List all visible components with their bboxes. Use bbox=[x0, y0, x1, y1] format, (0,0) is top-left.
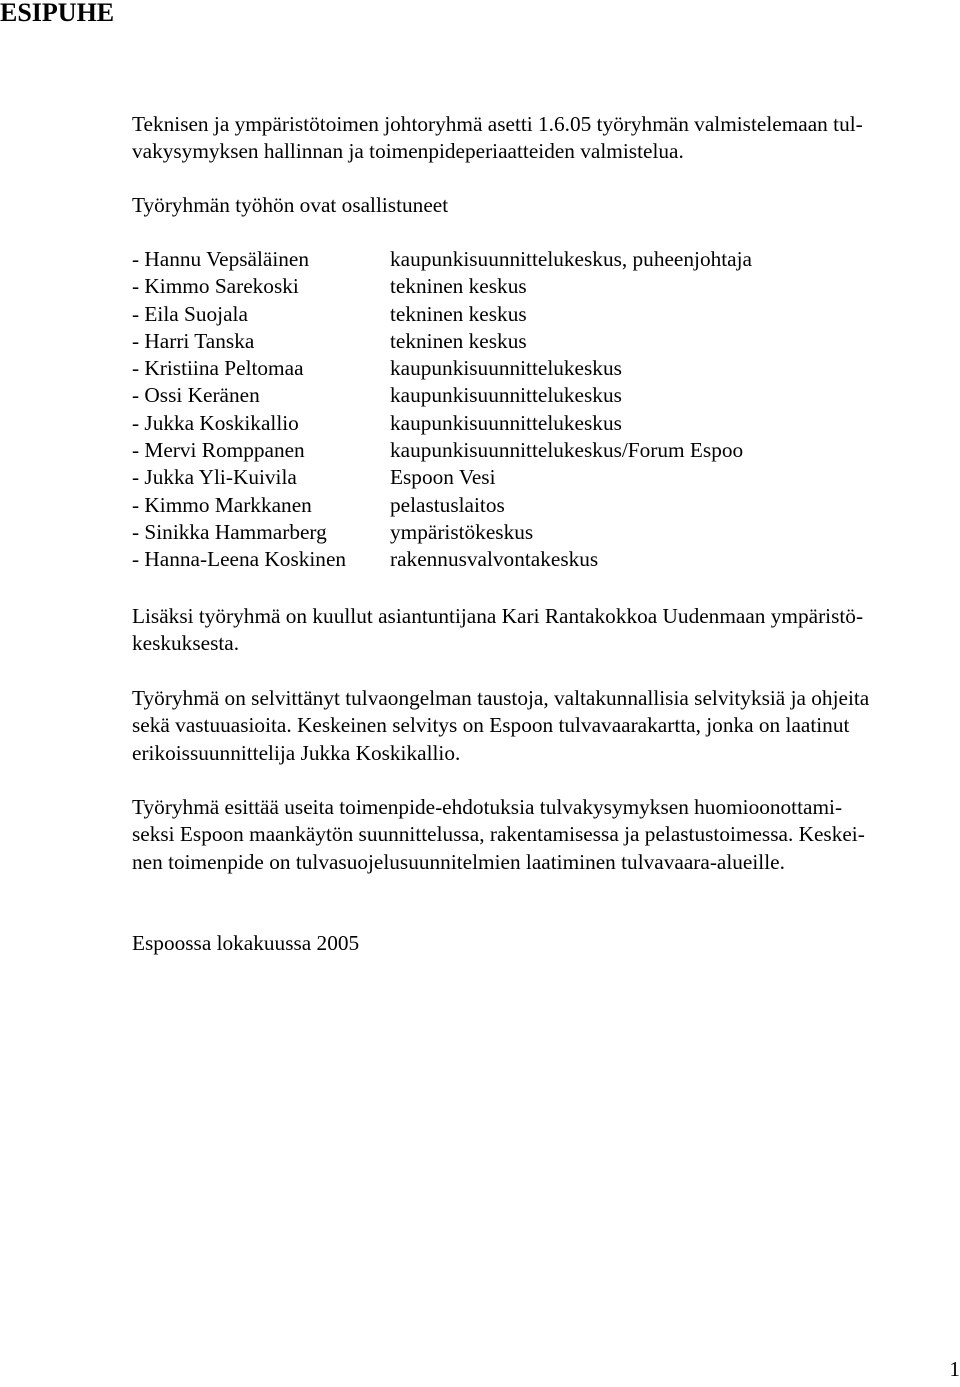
proposals-line: seksi Espoon maankäytön suunnittelussa, rakentamisessa ja pelastustoimessa. Keskei- bbox=[132, 822, 865, 847]
member-row bbox=[132, 519, 832, 546]
member-name: - Eila Suojala bbox=[132, 301, 248, 326]
member-row bbox=[132, 301, 832, 328]
member-name: - Ossi Keränen bbox=[132, 383, 260, 408]
intro-line: Teknisen ja ympäristötoimen johtoryhmä asetti 1.6.05 työryhmän valmistelemaan tul- bbox=[132, 112, 863, 136]
expert-paragraph bbox=[132, 603, 960, 658]
member-name: - Jukka Koskikallio bbox=[132, 410, 299, 435]
intro-paragraph bbox=[132, 111, 960, 166]
member-name: - Sinikka Hammarberg bbox=[132, 519, 327, 544]
investigation-line: erikoissuunnittelija Jukka Koskikallio. bbox=[132, 740, 461, 765]
signoff: Espoossa lokakuussa 2005 bbox=[132, 931, 360, 955]
investigation-paragraph bbox=[132, 685, 960, 767]
member-unit: tekninen keskus bbox=[390, 328, 527, 353]
expert-line: keskuksesta. bbox=[132, 631, 240, 656]
member-unit: kaupunkisuunnittelukeskus bbox=[390, 383, 622, 408]
member-row bbox=[132, 273, 832, 300]
member-name: - Hanna-Leena Koskinen bbox=[132, 547, 347, 572]
member-name: - Kimmo Sarekoski bbox=[132, 274, 299, 299]
member-name: - Hannu Vepsäläinen bbox=[132, 247, 310, 271]
page-number: 1 bbox=[949, 1357, 960, 1381]
member-row bbox=[132, 382, 832, 409]
member-row bbox=[132, 410, 832, 437]
page-title: ESIPUHE bbox=[0, 0, 115, 27]
member-unit: kaupunkisuunnittelukeskus, puheenjohtaja bbox=[390, 247, 752, 271]
member-row bbox=[132, 328, 832, 355]
member-unit: kaupunkisuunnittelukeskus/Forum Espoo bbox=[390, 438, 744, 463]
member-name: - Mervi Romppanen bbox=[132, 438, 305, 463]
member-row bbox=[132, 492, 832, 519]
member-unit: tekninen keskus bbox=[390, 274, 527, 299]
member-name: - Kristiina Peltomaa bbox=[132, 356, 304, 381]
member-unit: tekninen keskus bbox=[390, 301, 527, 326]
proposals-line: Työryhmä esittää useita toimenpide-ehdotuksia tulvakysymyksen huomioonottami- bbox=[132, 795, 843, 819]
member-row bbox=[132, 246, 832, 273]
investigation-line: Työryhmä on selvittänyt tulvaongelman taustoja, valtakunnallisia selvityksiä ja ohjeita bbox=[132, 686, 870, 710]
expert-line: Lisäksi työryhmä on kuullut asiantuntijana Kari Rantakokkoa Uudenmaan ympäristö- bbox=[132, 604, 864, 628]
member-name: - Kimmo Markkanen bbox=[132, 492, 312, 517]
investigation-line: sekä vastuuasioita. Keskeinen selvitys on Espoon tulvavaarakartta, jonka on laatinut bbox=[132, 713, 850, 738]
proposals-line: nen toimenpide on tulvasuojelusuunnitelmien laatiminen tulvavaara-alueille. bbox=[132, 849, 785, 874]
member-row bbox=[132, 546, 832, 573]
member-name: - Jukka Yli-Kuivila bbox=[132, 465, 297, 490]
member-unit: pelastuslaitos bbox=[390, 492, 505, 517]
proposals-paragraph bbox=[132, 794, 960, 876]
member-unit: ympäristökeskus bbox=[390, 519, 534, 544]
intro-line: vakysymyksen hallinnan ja toimenpideperiaatteiden valmistelua. bbox=[132, 139, 684, 164]
member-list bbox=[132, 246, 832, 574]
member-unit: Espoon Vesi bbox=[390, 465, 496, 490]
member-name: - Harri Tanska bbox=[132, 328, 255, 353]
participants-intro: Työryhmän työhön ovat osallistuneet bbox=[132, 193, 449, 217]
member-unit: kaupunkisuunnittelukeskus bbox=[390, 410, 622, 435]
member-unit: rakennusvalvontakeskus bbox=[390, 547, 599, 572]
member-unit: kaupunkisuunnittelukeskus bbox=[390, 356, 622, 381]
member-row bbox=[132, 355, 832, 382]
member-row bbox=[132, 464, 832, 491]
member-row bbox=[132, 437, 832, 464]
